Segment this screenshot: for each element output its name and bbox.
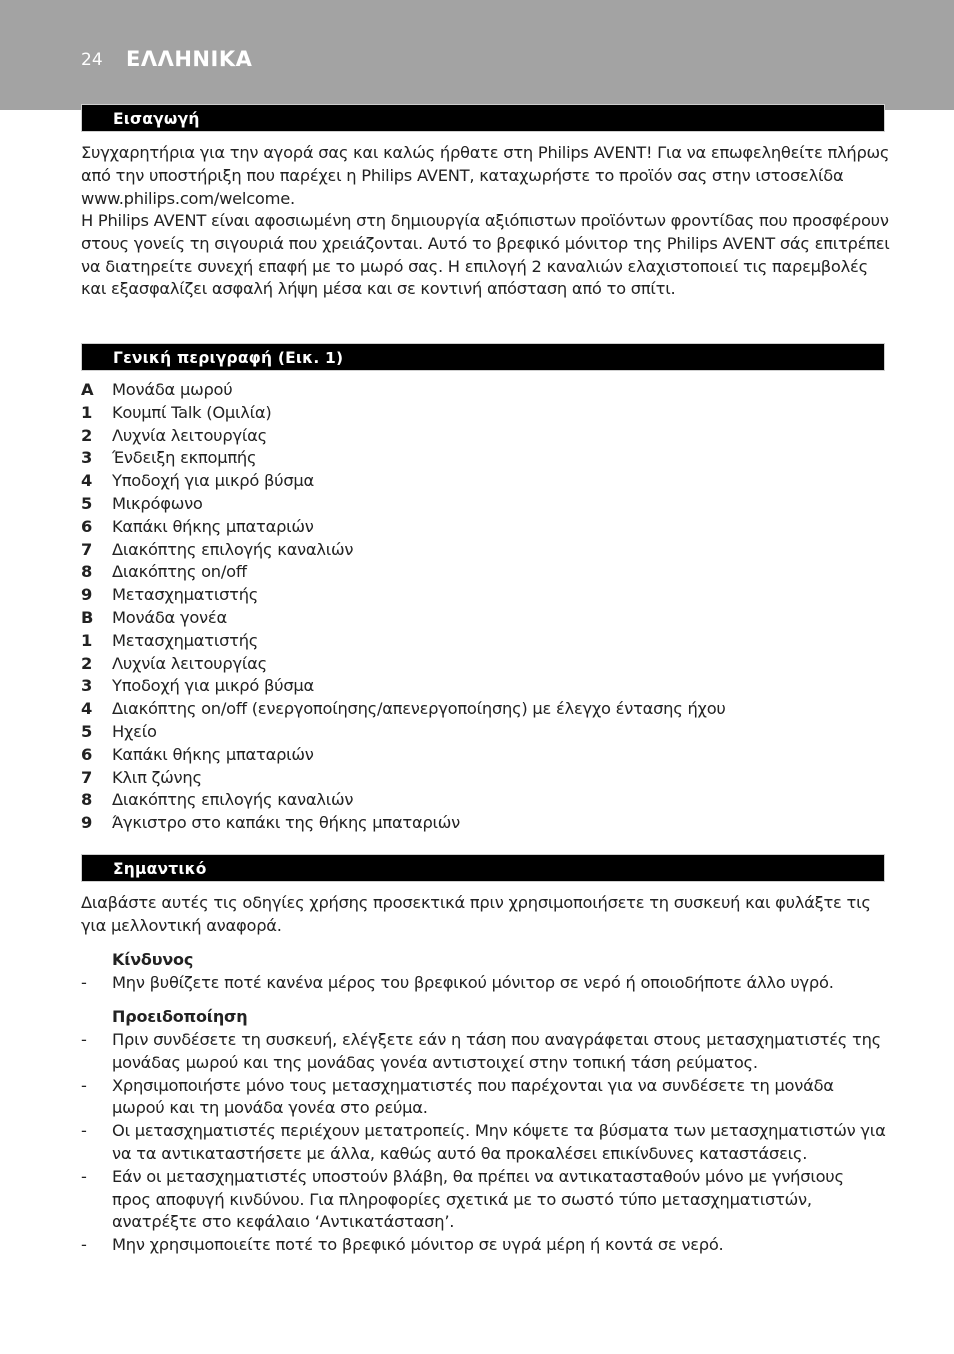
- item-key: 7: [81, 767, 93, 787]
- item-text: Διακόπτης on/off: [112, 562, 247, 582]
- intro-paragraph: Η Philips AVENT είναι αφοσιωμένη στη δημιουργία αξιόπιστων προϊόντων φροντίδας που προσφέρουν στους γονείς τη σιγουριά που χρειάζονται. Αυτό το βρεφικό μόνιτορ της Philips AVENT σάς επιτρέπει να διατηρείτε συνεχή επαφή με το μωρό σας. Η επιλογή 2 καναλιών ελαχιστοποιεί τις παρεμβολές και εξασφαλίζει ασφαλή λήψη μέσα και σε κοντινή απόσταση από το σπίτι.: [81, 211, 890, 299]
- item-text: Μετασχηματιστής: [112, 585, 259, 605]
- item-text: Διακόπτης on/off (ενεργοποίησης/απενεργοποίησης) με έλεγχο έντασης ήχου: [112, 699, 726, 719]
- item-text: Ηχείο: [112, 721, 157, 741]
- section-title: Εισαγωγή: [113, 110, 200, 128]
- bullet-dash: -: [81, 1235, 87, 1255]
- item-key: 8: [81, 790, 93, 810]
- item-text: Υποδοχή για μικρό βύσμα: [112, 676, 314, 696]
- bullet-text: Οι μετασχηματιστές περιέχουν μετατροπείς. Μην κόψετε τα βύσματα των μετασχηματιστών για να τα αντικαταστήσετε με άλλα, καθώς αυτό θα προκαλέσει επικίνδυνες καταστάσεις.: [112, 1121, 886, 1163]
- item-key: 2: [81, 653, 93, 673]
- item-key: 6: [81, 516, 93, 536]
- item-key: B: [81, 607, 94, 627]
- list-item: [81, 972, 887, 995]
- list-item: [81, 1234, 887, 1257]
- bullet-dash: -: [81, 1075, 87, 1095]
- bullet-dash: -: [81, 1121, 87, 1141]
- section-title: Σημαντικό: [113, 860, 207, 878]
- item-key: 3: [81, 448, 93, 468]
- list-item: [81, 721, 726, 744]
- item-key: 9: [81, 585, 93, 605]
- item-key: 4: [81, 471, 93, 491]
- bullet-text: Χρησιμοποιήστε μόνο τους μετασχηματιστές που παρέχονται για να συνδέσετε τη μονάδα μωρού και τη μονάδα γονέα στο ρεύμα.: [112, 1075, 834, 1118]
- section-title: Γενική περιγραφή (Εικ. 1): [113, 349, 344, 367]
- list-item: [81, 539, 726, 562]
- list-item: [81, 675, 726, 698]
- item-key: 2: [81, 425, 93, 445]
- bullet-dash: -: [81, 1030, 87, 1049]
- list-item: [81, 630, 726, 653]
- item-key: A: [81, 380, 94, 399]
- list-item: [81, 653, 726, 676]
- important-intro: Διαβάστε αυτές τις οδηγίες χρήσης προσεκτικά πριν χρησιμοποιήσετε τη συσκευή και φυλάξτε τις για μελλοντική αναφορά.: [81, 893, 871, 935]
- list-item: [81, 698, 726, 721]
- item-key: 1: [81, 630, 93, 650]
- section-header-intro: [81, 104, 885, 132]
- list-item: [81, 584, 726, 607]
- item-text: Μετασχηματιστής: [112, 630, 259, 650]
- list-item: [81, 1120, 887, 1166]
- list-item: [81, 447, 726, 470]
- list-item: [81, 561, 726, 584]
- bullet-text: Εάν οι μετασχηματιστές υποστούν βλάβη, θα πρέπει να αντικατασταθούν μόνο με γνήσιους προς αποφυγή κινδύνου. Για πληροφορίες σχετικά με το σωστό τύπο μετασχηματιστών, ανατρέξτε στο κεφάλαιο ‘Αντικατάσταση’.: [112, 1166, 844, 1232]
- item-text: Διακόπτης επιλογής καναλιών: [112, 790, 354, 810]
- item-text: Λυχνία λειτουργίας: [112, 653, 267, 673]
- item-text: Λυχνία λειτουργίας: [112, 425, 267, 445]
- item-text: Μονάδα γονέα: [112, 607, 227, 627]
- list-item: [81, 516, 726, 539]
- item-key: 3: [81, 676, 93, 696]
- list-item: [81, 1075, 887, 1121]
- bullet-dash: -: [81, 1166, 87, 1186]
- list-item: [81, 607, 726, 630]
- section-header-important: [81, 854, 885, 882]
- list-item: [81, 1166, 887, 1234]
- page-number: 24: [81, 50, 103, 70]
- item-key: 8: [81, 562, 93, 582]
- item-key: 4: [81, 699, 93, 719]
- intro-paragraph: Συγχαρητήρια για την αγορά σας και καλώς ήρθατε στη Philips AVENT! Για να επωφεληθείτε πλήρως από την υποστήριξη που παρέχει η Philips AVENT, καταχωρήστε το προϊόν σας στην ιστοσελίδα www.philips.com/welcome.: [81, 143, 890, 208]
- list-item: [81, 425, 726, 448]
- item-text: Άγκιστρο στο καπάκι της θήκης μπαταριών: [112, 813, 461, 833]
- bullet-dash: -: [81, 973, 87, 992]
- item-text: Καπάκι θήκης μπαταριών: [112, 744, 314, 764]
- list-item: [81, 493, 726, 516]
- page-header: [0, 0, 954, 110]
- item-text: Υποδοχή για μικρό βύσμα: [112, 471, 314, 491]
- bullet-text: Πριν συνδέσετε τη συσκευή, ελέγξετε εάν η τάση που αναγράφεται στους μετασχηματιστές της μονάδας μωρού και της μονάδας γονέα αντιστοιχεί στην τοπική τάση ρεύματος.: [112, 1030, 881, 1072]
- item-key: 1: [81, 402, 93, 422]
- danger-heading: Κίνδυνος: [112, 950, 194, 969]
- warning-heading: Προειδοποίηση: [112, 1007, 248, 1026]
- item-key: 7: [81, 539, 93, 559]
- list-item: [81, 812, 726, 835]
- list-item: [81, 1029, 887, 1075]
- danger-list: [81, 972, 887, 995]
- list-item: [81, 744, 726, 767]
- list-item: [81, 789, 726, 812]
- language-title: ΕΛΛΗΝΙΚΑ: [126, 47, 253, 71]
- item-text: Μικρόφωνο: [112, 493, 203, 513]
- component-list: [81, 379, 726, 835]
- item-text: Κλιπ ζώνης: [112, 767, 202, 787]
- list-item: [81, 470, 726, 493]
- warning-list: [81, 1029, 887, 1257]
- list-item: [81, 767, 726, 790]
- item-text: Μονάδα μωρού: [112, 380, 233, 399]
- bullet-text: Μην χρησιμοποιείτε ποτέ το βρεφικό μόνιτορ σε υγρά μέρη ή κοντά σε νερό.: [112, 1235, 724, 1255]
- item-key: 5: [81, 721, 93, 741]
- list-item: [81, 402, 726, 425]
- item-text: Διακόπτης επιλογής καναλιών: [112, 539, 354, 559]
- section-header-overview: [81, 343, 885, 371]
- item-key: 9: [81, 813, 93, 833]
- item-text: Κουμπί Talk (Ομιλία): [112, 402, 272, 422]
- item-key: 6: [81, 744, 93, 764]
- item-text: Ένδειξη εκπομπής: [112, 448, 257, 468]
- item-text: Καπάκι θήκης μπαταριών: [112, 516, 314, 536]
- item-key: 5: [81, 493, 93, 513]
- list-item: [81, 379, 726, 402]
- bullet-text: Μην βυθίζετε ποτέ κανένα μέρος του βρεφικού μόνιτορ σε νερό ή οποιοδήποτε άλλο υγρό.: [112, 973, 834, 992]
